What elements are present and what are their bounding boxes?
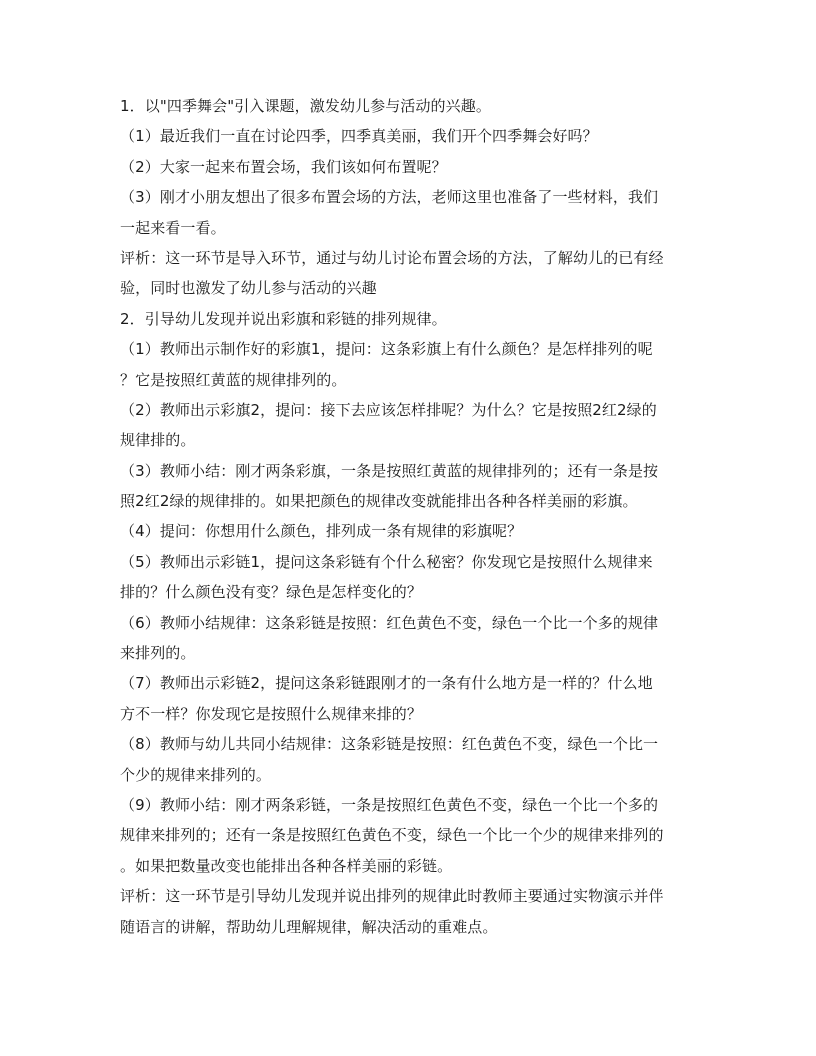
paragraph-line: 照2红2绿的规律排的。如果把颜色的规律改变就能排出各种各样美丽的彩旗。 xyxy=(120,492,638,511)
paragraph-line: （8）教师与幼儿共同小结规律：这条彩链是按照：红色黄色不变，绿色一个比一 xyxy=(120,735,659,754)
paragraph-line: 排的？什么颜色没有变？绿色是怎样变化的？ xyxy=(120,583,423,602)
document-body xyxy=(120,91,696,942)
paragraph-line: 规律来排列的；还有一条是按照红色黄色不变，绿色一个比一个少的规律来排列的 xyxy=(120,826,664,845)
paragraph-line: 方不一样？你发现它是按照什么规律来排的？ xyxy=(120,704,423,723)
paragraph-line: （1）教师出示制作好的彩旗1，提问：这条彩旗上有什么颜色？是怎样排列的呢 xyxy=(120,340,653,359)
paragraph-line: 一起来看一看。 xyxy=(120,218,226,237)
paragraph-line: 个少的规律来排列的。 xyxy=(120,765,272,784)
paragraph-line: ？它是按照红黄蓝的规律排列的。 xyxy=(120,370,347,389)
paragraph-line: （4）提问：你想用什么颜色，排列成一条有规律的彩旗呢？ xyxy=(120,522,523,541)
paragraph-line: （2）大家一起来布置会场，我们该如何布置呢？ xyxy=(120,157,447,176)
commentary-line: 评析：这一环节是引导幼儿发现并说出排列的规律此时教师主要通过实物演示并伴 xyxy=(120,887,664,906)
commentary-line: 验，同时也激发了幼儿参与活动的兴趣 xyxy=(120,279,377,298)
paragraph-line: （5）教师出示彩链1，提问这条彩链有个什么秘密？你发现它是按照什么规律来 xyxy=(120,552,653,571)
commentary-line: 随语言的讲解，帮助幼儿理解规律，解决活动的重难点。 xyxy=(120,917,498,936)
section-heading-1: 1．以"四季舞会"引入课题，激发幼儿参与活动的兴趣。 xyxy=(120,97,491,115)
paragraph-line: 来排列的。 xyxy=(120,644,196,663)
paragraph-line: （2）教师出示彩旗2，提问：接下去应该怎样排呢？为什么？它是按照2红2绿的 xyxy=(120,400,657,419)
paragraph-line: （3）刚才小朋友想出了很多布置会场的方法，老师这里也准备了一些材料，我们 xyxy=(120,188,659,207)
section-heading-2: 2．引导幼儿发现并说出彩旗和彩链的排列规律。 xyxy=(120,309,447,328)
commentary-line: 评析：这一环节是导入环节，通过与幼儿讨论布置会场的方法，了解幼儿的已有经 xyxy=(120,248,664,267)
paragraph-line: （7）教师出示彩链2，提问这条彩链跟刚才的一条有什么地方是一样的？什么地 xyxy=(120,674,653,693)
paragraph-line: 规律排的。 xyxy=(120,431,196,450)
paragraph-line: （9）教师小结：刚才两条彩链，一条是按照红色黄色不变，绿色一个比一个多的 xyxy=(120,795,659,814)
paragraph-line: （1）最近我们一直在讨论四季，四季真美丽，我们开个四季舞会好吗？ xyxy=(120,127,598,146)
paragraph-line: （3）教师小结：刚才两条彩旗，一条是按照红黄蓝的规律排列的；还有一条是按 xyxy=(120,461,659,480)
paragraph-line: 。如果把数量改变也能排出各种各样美丽的彩链。 xyxy=(120,856,453,875)
paragraph-line: （6）教师小结规律：这条彩链是按照：红色黄色不变，绿色一个比一个多的规律 xyxy=(120,613,659,632)
